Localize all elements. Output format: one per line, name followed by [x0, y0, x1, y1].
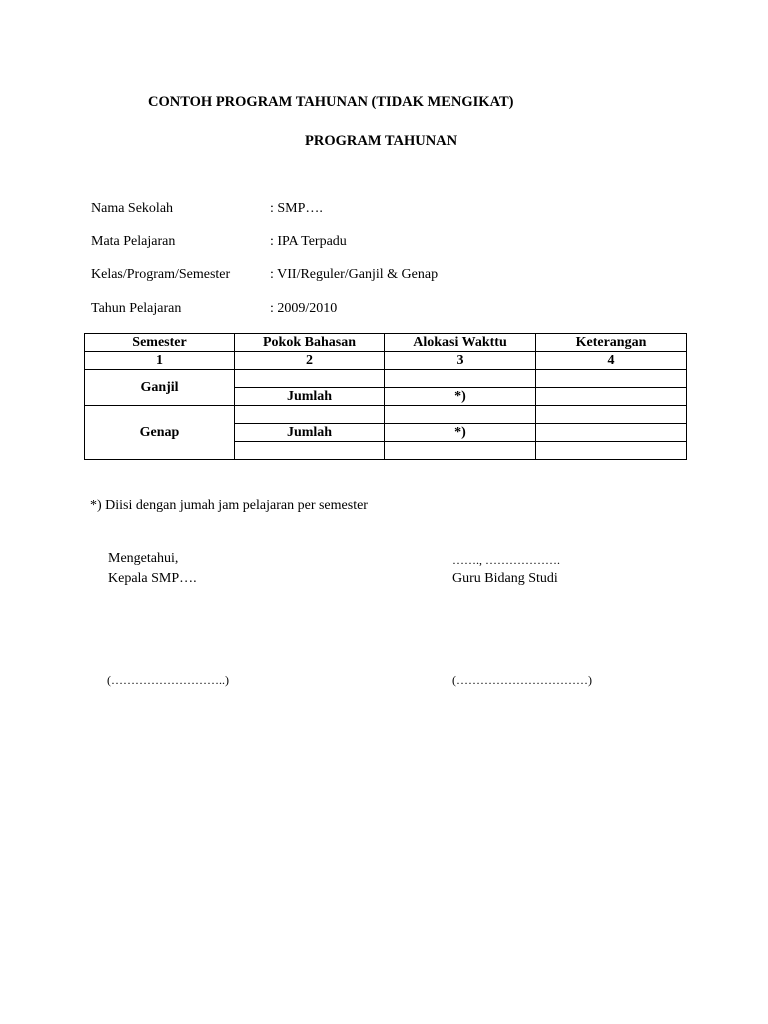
info-value-mata-pelajaran: : IPA Terpadu — [270, 234, 347, 249]
signature-left-name: (………………………..) — [107, 673, 229, 687]
document-subtitle: PROGRAM TAHUNAN — [305, 133, 458, 149]
column-number-3: 3 — [385, 352, 536, 370]
table-cell — [385, 406, 536, 424]
table-number-row — [85, 352, 687, 370]
table-cell — [536, 424, 687, 442]
signature-left-line1: Mengetahui, — [108, 551, 179, 566]
info-label-tahun-pelajaran: Tahun Pelajaran — [91, 301, 182, 316]
header-alokasi-waktu: Alokasi Wakttu — [385, 334, 536, 352]
semester-ganjil-cell: Ganjil — [85, 370, 235, 406]
info-value-tahun-pelajaran: : 2009/2010 — [270, 301, 338, 316]
info-value-kelas-program-semester: : VII/Reguler/Ganjil & Genap — [270, 267, 439, 282]
table-cell — [385, 370, 536, 388]
semester-genap-cell: Genap — [85, 406, 235, 460]
info-label-mata-pelajaran: Mata Pelajaran — [91, 234, 176, 249]
table-cell — [536, 370, 687, 388]
signature-right-place-date: ……., ………………. — [452, 553, 560, 567]
table-cell — [385, 442, 536, 460]
table-row — [85, 370, 687, 388]
signature-left-line2: Kepala SMP…. — [108, 571, 197, 586]
table-cell — [536, 406, 687, 424]
program-tahunan-table — [84, 333, 687, 460]
info-label-kelas-program-semester: Kelas/Program/Semester — [91, 267, 231, 282]
signature-right-line2: Guru Bidang Studi — [452, 571, 558, 586]
table-cell — [536, 442, 687, 460]
table-cell — [235, 370, 385, 388]
table-cell — [235, 442, 385, 460]
table-cell — [536, 388, 687, 406]
signature-right-name: (……………………………) — [452, 673, 592, 687]
document-title: CONTOH PROGRAM TAHUNAN (TIDAK MENGIKAT) — [148, 94, 514, 110]
info-value-nama-sekolah: : SMP…. — [270, 201, 323, 216]
info-label-nama-sekolah: Nama Sekolah — [91, 201, 174, 216]
column-number-1: 1 — [85, 352, 235, 370]
jumlah-ganjil-cell: Jumlah — [235, 388, 385, 406]
table-row — [85, 406, 687, 424]
table-header-row — [85, 334, 687, 352]
header-pokok-bahasan: Pokok Bahasan — [235, 334, 385, 352]
alokasi-genap-cell: *) — [385, 424, 536, 442]
footnote: *) Diisi dengan jumah jam pelajaran per semester — [90, 498, 368, 513]
header-semester: Semester — [85, 334, 235, 352]
header-keterangan: Keterangan — [536, 334, 687, 352]
alokasi-ganjil-cell: *) — [385, 388, 536, 406]
jumlah-genap-cell: Jumlah — [235, 424, 385, 442]
column-number-2: 2 — [235, 352, 385, 370]
table-cell — [235, 406, 385, 424]
column-number-4: 4 — [536, 352, 687, 370]
